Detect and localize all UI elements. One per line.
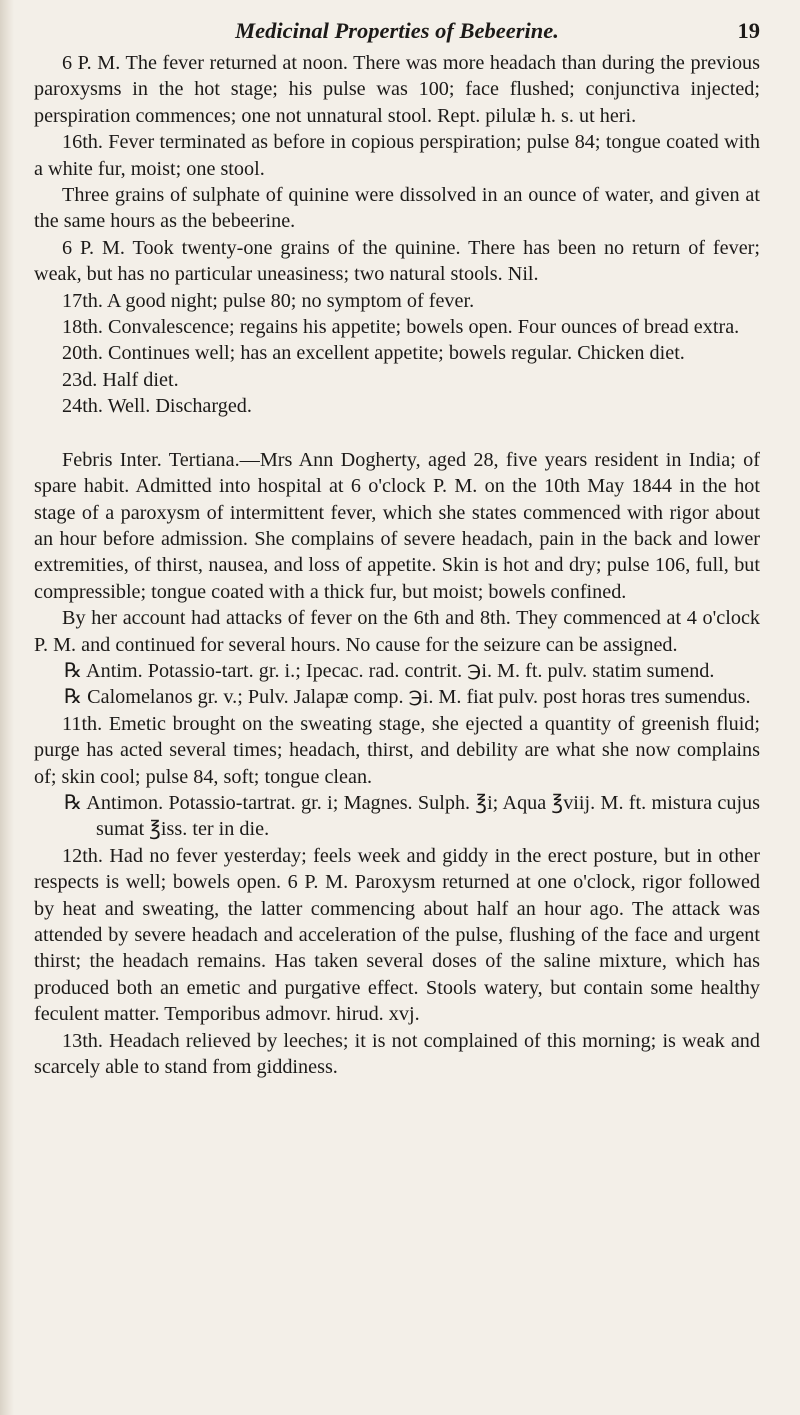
- paragraph-23d: 23d. Half diet.: [62, 368, 179, 391]
- paragraph-6pm-quinine: 6 P. M. Took twenty-one grains of the quinine. There has been no return of fever; weak, but has no particular uneasiness; two natural stools. Nil.: [34, 236, 760, 286]
- prescription-emetic: ℞ Antim. Potassio-tart. gr. i.; Ipecac. rad. contrit. ℈i. M. ft. pulv. statim sumend.: [64, 659, 715, 682]
- paragraph-6pm-fever-returned: 6 P. M. The fever returned at noon. There was more headach than during the previous paroxysms in the hot stage; his pulse was 100; face flushed; conjunctiva injected; perspiration commences; one not unnatural stool. Rept. pilulæ h. s. ut heri.: [34, 52, 760, 127]
- prescription-calomel: ℞ Calomelanos gr. v.; Pulv. Jalapæ comp. ℈i. M. fiat pulv. post horas tres sumendus.: [64, 686, 751, 709]
- case-febris-tertiana: Febris Inter. Tertiana.—Mrs Ann Dogherty, aged 28, five years resident in India; of spare habit. Admitted into hospital at 6 o'clock P. M. on the 10th May 1844 in the hot stage of a paroxysm of intermittent fever, which she states commenced with rigor about an hour before admission. She complains of severe headach, pain in the back and lower extremities, of thirst, nausea, and loss of appetite. Skin is hot and dry; pulse 106, full, but compressible; tongue coated with a thick fur, but moist; bowels confined.: [34, 448, 760, 603]
- page-binding-edge: [0, 0, 14, 1415]
- paragraph-quinine-dose: Three grains of sulphate of quinine were dissolved in an ounce of water, and given at the same hours as the bebeerine.: [34, 184, 760, 233]
- paragraph-12th: 12th. Had no fever yesterday; feels week and giddy in the erect posture, but in other respects is well; bowels open. 6 P. M. Paroxysm returned at one o'clock, rigor followed by heat and sweating, the latter commencing about half an hour ago. The attack was attended by severe headach and acceleration of the pulse, flushing of the face and urgent thirst; the headach remains. Has taken several doses of the saline mixture, which has produced both an emetic and purgative effect. Stools watery, but contain some healthy feculent matter. Temporibus admovr. hirud. xvj.: [34, 844, 760, 1026]
- page-number: 19: [737, 18, 760, 43]
- prescription-mistura: ℞ Antimon. Potassio-tartrat. gr. i; Magnes. Sulph. ℥i; Aqua ℥viij. M. ft. mistura cujus sumat ℥iss. ter in die.: [64, 791, 760, 841]
- section-spacer: [34, 420, 760, 447]
- paragraph-17th: 17th. A good night; pulse 80; no symptom of fever.: [62, 289, 475, 312]
- paragraph-18th: 18th. Convalescence; regains his appetite; bowels open. Four ounces of bread extra.: [62, 316, 740, 339]
- paragraph-24th: 24th. Well. Discharged.: [62, 395, 252, 418]
- paragraph-11th: 11th. Emetic brought on the sweating stage, she ejected a quantity of greenish fluid; purge has acted several times; headach, thirst, and debility are what she now complains of; skin cool; pulse 84, soft; tongue clean.: [34, 712, 760, 788]
- paragraph-previous-attacks: By her account had attacks of fever on the 6th and 8th. They commenced at 4 o'clock P. M. and continued for several hours. No cause for the seizure can be assigned.: [34, 607, 760, 656]
- paragraph-20th: 20th. Continues well; has an excellent appetite; bowels regular. Chicken diet.: [62, 342, 685, 365]
- book-page: [34, 14, 760, 1080]
- running-title: Medicinal Properties of Bebeerine.: [235, 18, 559, 43]
- paragraph-16th: 16th. Fever terminated as before in copious perspiration; pulse 84; tongue coated with a white fur, moist; one stool.: [34, 131, 760, 180]
- running-header: [34, 14, 760, 48]
- paragraph-13th: 13th. Headach relieved by leeches; it is not complained of this morning; is weak and scarcely able to stand from giddiness.: [34, 1029, 760, 1079]
